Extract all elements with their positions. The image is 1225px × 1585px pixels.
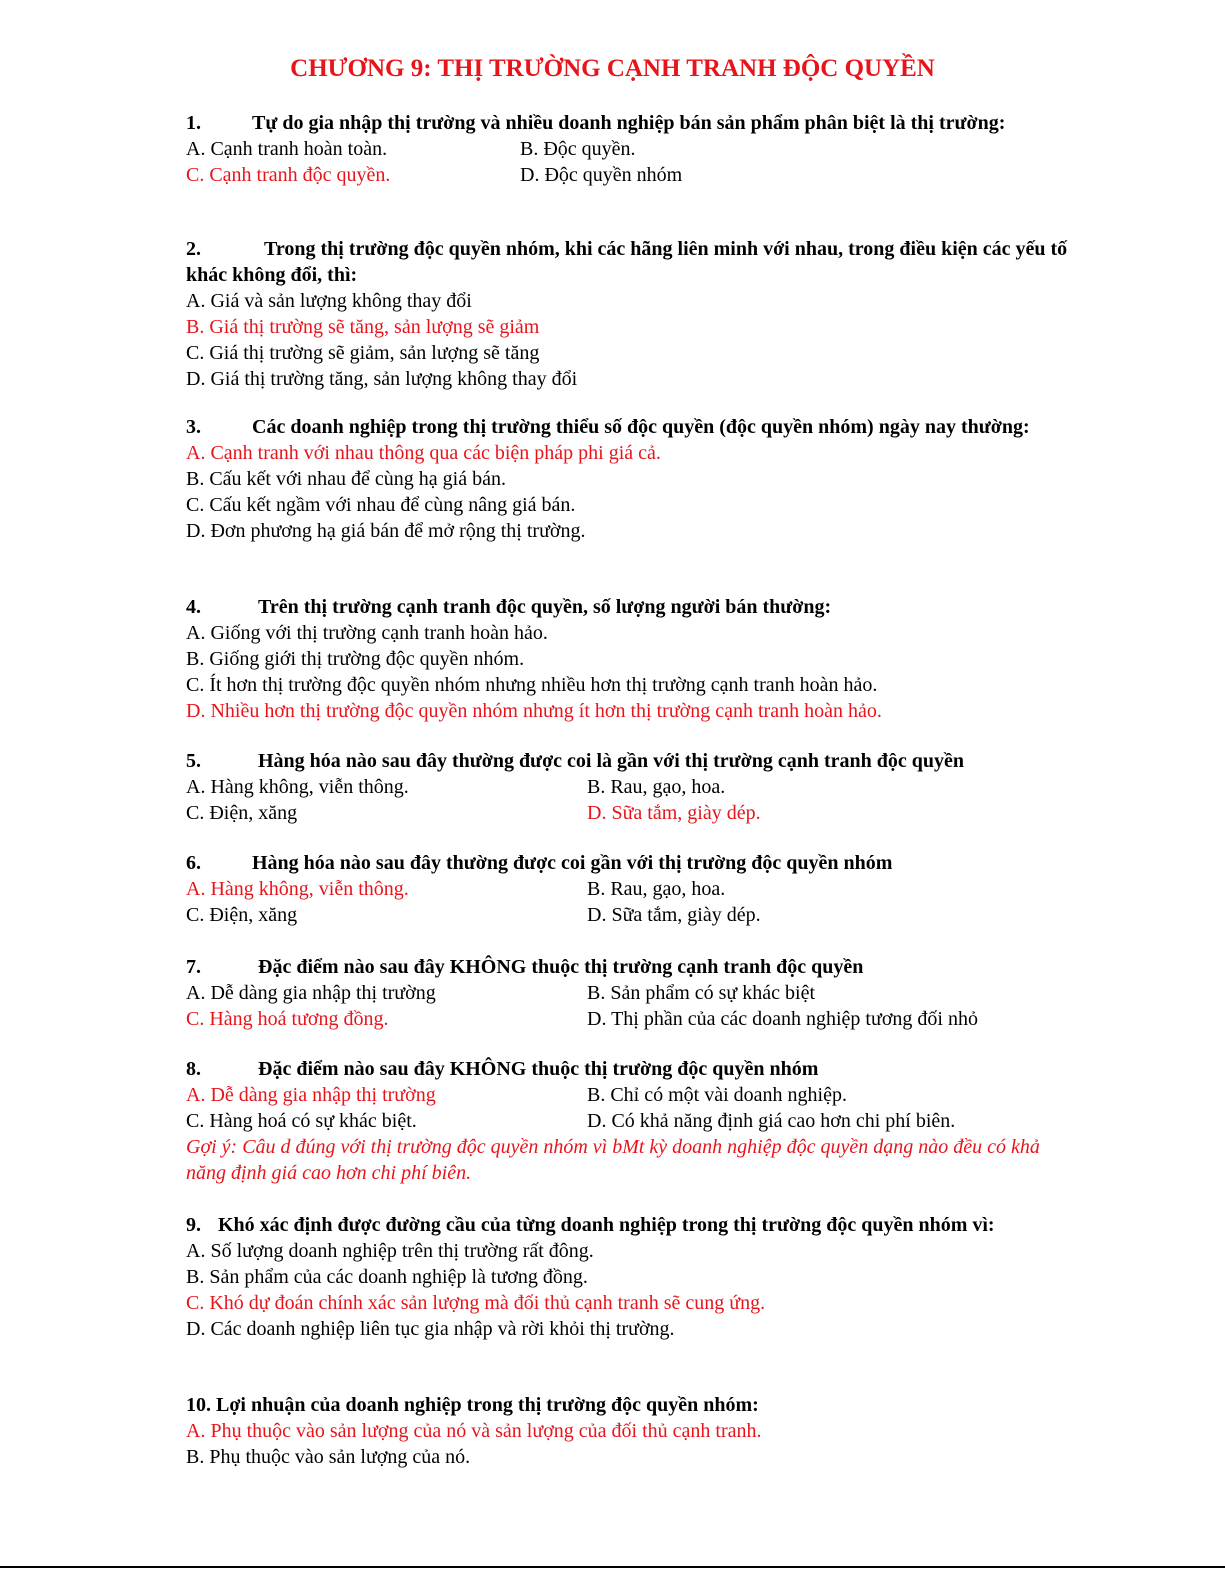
option-a: A. Số lượng doanh nghiệp trên thị trường rất đông. xyxy=(186,1240,594,1262)
option-d: D. Thị phần của các doanh nghiệp tương đối nhỏ xyxy=(587,1008,978,1030)
option-b: B. Sản phẩm của các doanh nghiệp là tương đồng. xyxy=(186,1266,588,1288)
question-stem: 3. Các doanh nghiệp trong thị trường thiểu số độc quyền (độc quyền nhóm) ngày nay thường: xyxy=(186,416,1030,438)
option-b: B. Độc quyền. xyxy=(520,138,636,160)
chapter-title: CHƯƠNG 9: THỊ TRƯỜNG CẠNH TRANH ĐỘC QUYỀN xyxy=(290,55,935,82)
option-c: C. Ít hơn thị trường độc quyền nhóm nhưng nhiều hơn thị trường cạnh tranh hoàn hảo. xyxy=(186,674,878,696)
question-stem: 7. Đặc điểm nào sau đây KHÔNG thuộc thị trường cạnh tranh độc quyền xyxy=(186,956,864,978)
question-stem: 9. Khó xác định được đường cầu của từng doanh nghiệp trong thị trường độc quyền nhóm vì: xyxy=(186,1214,995,1236)
option-c: C. Hàng hoá có sự khác biệt. xyxy=(186,1110,417,1132)
option-c-correct: C. Hàng hoá tương đồng. xyxy=(186,1008,389,1030)
option-row xyxy=(186,1082,1082,1108)
option-row xyxy=(186,980,1082,1006)
option-d: D. Có khả năng định giá cao hơn chi phí biên. xyxy=(587,1110,956,1132)
option-row xyxy=(186,1108,1082,1134)
option-row xyxy=(186,1006,1082,1032)
option-b: B. Rau, gạo, hoa. xyxy=(587,776,726,798)
option-d: D. Đơn phương hạ giá bán để mở rộng thị trường. xyxy=(186,520,586,542)
option-a-correct: A. Cạnh tranh với nhau thông qua các biện pháp phi giá cả. xyxy=(186,442,661,464)
option-c: C. Điện, xăng xyxy=(186,802,298,824)
question-2 xyxy=(186,236,1082,392)
question-8 xyxy=(186,1056,1082,1186)
option-a-correct: A. Phụ thuộc vào sản lượng của nó và sản lượng của đối thủ cạnh tranh. xyxy=(186,1420,762,1442)
question-stem: 4. Trên thị trường cạnh tranh độc quyền, số lượng người bán thường: xyxy=(186,596,832,618)
option-a-correct: A. Hàng không, viễn thông. xyxy=(186,878,409,900)
page-bottom-rule xyxy=(0,1566,1225,1568)
question-stem: 10. Lợi nhuận của doanh nghiệp trong thị trường độc quyền nhóm: xyxy=(186,1394,759,1416)
option-c: C. Cấu kết ngầm với nhau để cùng nâng giá bán. xyxy=(186,494,576,516)
question-10 xyxy=(186,1392,1082,1470)
option-c-correct: C. Cạnh tranh độc quyền. xyxy=(186,164,391,186)
question-stem: 8. Đặc điểm nào sau đây KHÔNG thuộc thị trường độc quyền nhóm xyxy=(186,1058,819,1080)
option-row xyxy=(186,136,1082,162)
option-d-correct: D. Sữa tắm, giày dép. xyxy=(587,802,761,824)
option-d: D. Sữa tắm, giày dép. xyxy=(587,904,761,926)
question-9 xyxy=(186,1212,1082,1342)
option-d: D. Độc quyền nhóm xyxy=(520,164,683,186)
option-b: B. Rau, gạo, hoa. xyxy=(587,878,726,900)
option-b: B. Chỉ có một vài doanh nghiệp. xyxy=(587,1084,847,1106)
question-stem: 1. Tự do gia nhập thị trường và nhiều doanh nghiệp bán sản phẩm phân biệt là thị trường: xyxy=(186,112,1006,134)
option-b-correct: B. Giá thị trường sẽ tăng, sản lượng sẽ giảm xyxy=(186,316,540,338)
option-a: A. Cạnh tranh hoàn toàn. xyxy=(186,138,388,160)
option-a: A. Giá và sản lượng không thay đổi xyxy=(186,290,472,312)
question-stem: 5. Hàng hóa nào sau đây thường được coi là gần với thị trường cạnh tranh độc quyền xyxy=(186,750,964,772)
option-a: A. Hàng không, viễn thông. xyxy=(186,776,409,798)
question-5 xyxy=(186,748,1082,826)
option-b: B. Phụ thuộc vào sản lượng của nó. xyxy=(186,1446,471,1468)
hint-note: Gợi ý: Câu d đúng với thị trường độc quyền nhóm vì bMt kỳ doanh nghiệp độc quyền dạng nào đều có khả năng định giá cao hơn chi phí biên. xyxy=(186,1136,1040,1184)
option-a-correct: A. Dễ dàng gia nhập thị trường xyxy=(186,1084,436,1106)
option-c: C. Giá thị trường sẽ giảm, sản lượng sẽ tăng xyxy=(186,342,540,364)
option-a: A. Giống với thị trường cạnh tranh hoàn hảo. xyxy=(186,622,548,644)
option-row xyxy=(186,800,1082,826)
question-6 xyxy=(186,850,1082,928)
option-row xyxy=(186,162,1082,188)
question-stem: 2. Trong thị trường độc quyền nhóm, khi các hãng liên minh với nhau, trong điều kiện các yếu tố khác không đổi, thì: xyxy=(186,238,1068,286)
option-b: B. Sản phẩm có sự khác biệt xyxy=(587,982,816,1004)
question-7 xyxy=(186,954,1082,1032)
option-row xyxy=(186,902,1082,928)
question-3 xyxy=(186,414,1082,544)
option-b: B. Giống giới thị trường độc quyền nhóm. xyxy=(186,648,525,670)
option-c-correct: C. Khó dự đoán chính xác sản lượng mà đối thủ cạnh tranh sẽ cung ứng. xyxy=(186,1292,766,1314)
option-d: D. Giá thị trường tăng, sản lượng không thay đổi xyxy=(186,368,578,390)
option-c: C. Điện, xăng xyxy=(186,904,298,926)
option-row xyxy=(186,876,1082,902)
option-d: D. Các doanh nghiệp liên tục gia nhập và rời khỏi thị trường. xyxy=(186,1318,675,1340)
question-4 xyxy=(186,594,1082,724)
question-stem: 6. Hàng hóa nào sau đây thường được coi gần với thị trường độc quyền nhóm xyxy=(186,852,893,874)
option-a: A. Dễ dàng gia nhập thị trường xyxy=(186,982,436,1004)
option-row xyxy=(186,774,1082,800)
option-d-correct: D. Nhiều hơn thị trường độc quyền nhóm nhưng ít hơn thị trường cạnh tranh hoàn hảo. xyxy=(186,700,882,722)
question-1 xyxy=(186,110,1082,188)
option-b: B. Cấu kết với nhau để cùng hạ giá bán. xyxy=(186,468,506,490)
